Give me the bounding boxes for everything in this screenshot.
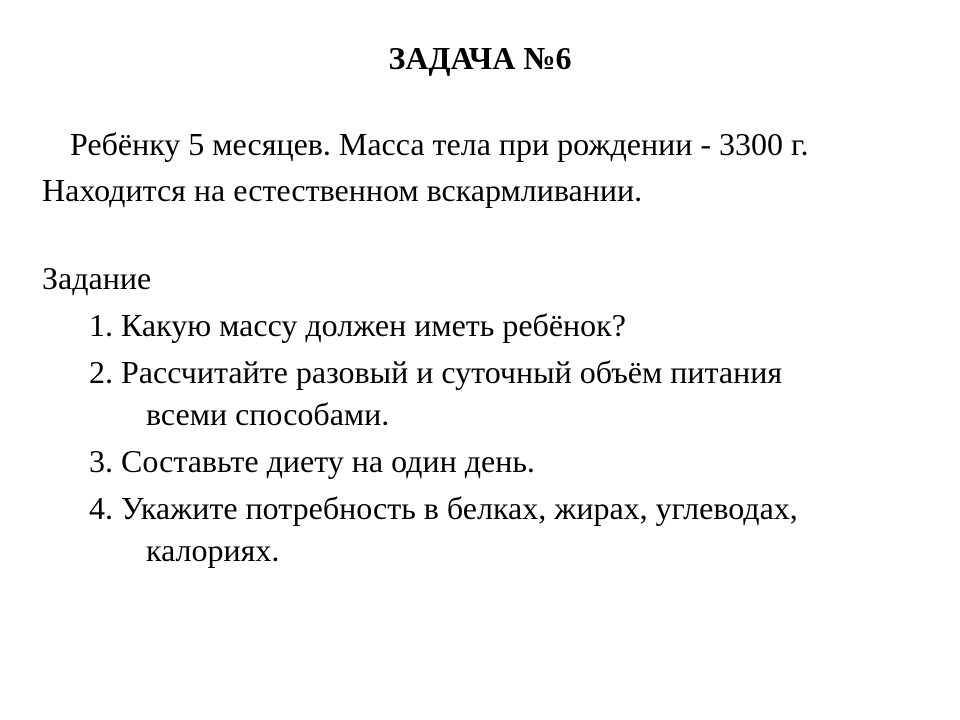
slide-title: ЗАДАЧА №6 [388, 40, 572, 76]
task-item-4: 4. Укажите потребность в белках, жирах, углеводах, [89, 490, 798, 526]
intro-line-1: Ребёнку 5 месяцев. Масса тела при рождении - 3300 г. [70, 126, 809, 162]
task-item-4-continuation: калориях. [146, 532, 280, 568]
task-item-3: 3. Составьте диету на один день. [89, 443, 535, 479]
task-item-2: 2. Рассчитайте разовый и суточный объём питания [89, 354, 783, 390]
task-label: Задание [42, 260, 152, 296]
intro-line-2: Находится на естественном вскармливании. [42, 172, 643, 208]
task-item-2-continuation: всеми способами. [146, 396, 390, 432]
task-item-1: 1. Какую массу должен иметь ребёнок? [89, 307, 626, 343]
